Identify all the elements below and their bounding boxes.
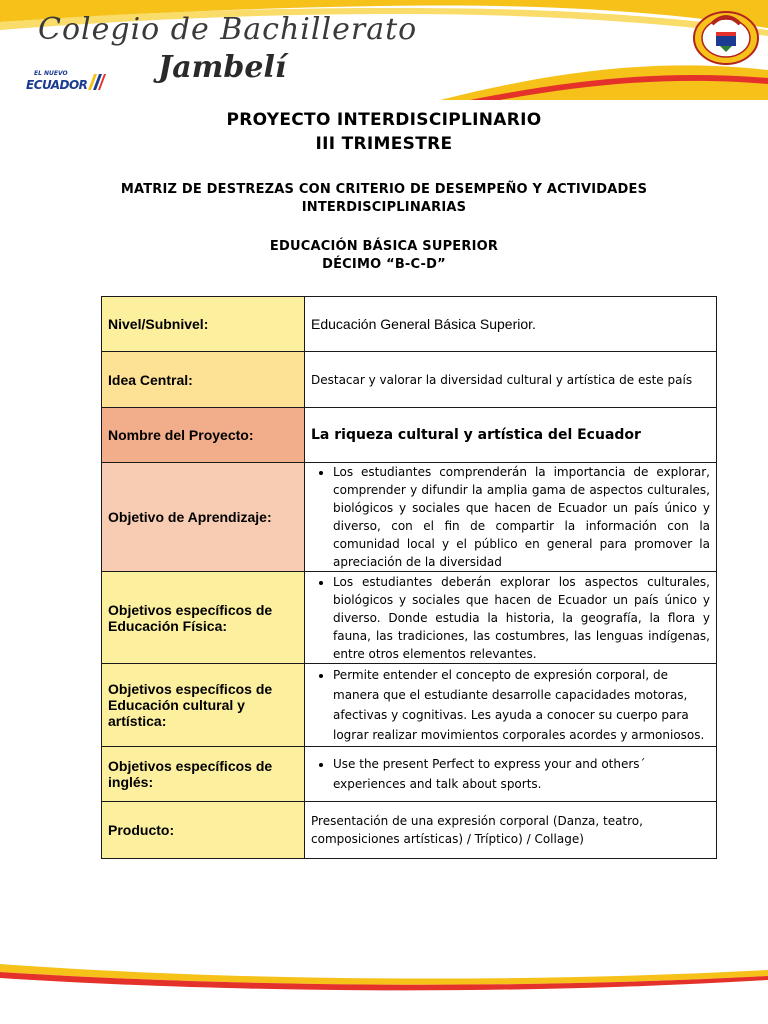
level-heading: EDUCACIÓN BÁSICA SUPERIOR <box>269 239 499 254</box>
table-row-idea <box>102 352 717 408</box>
objetivo-aprendizaje-label: Objetivo de Aprendizaje: <box>102 463 305 572</box>
objetivos-educacion-cultural-cell <box>305 664 717 747</box>
idea-central-label: Idea Central: <box>102 352 305 408</box>
table-row-producto <box>102 802 717 859</box>
table-row-nombre <box>102 408 717 463</box>
objetivos-educacion-cultural-label: Objetivos específicos de Educación cultural y artística: <box>102 664 305 747</box>
ecuador-logo-text: ECUADOR <box>26 78 88 92</box>
matrix-heading-line-2: INTERDISCIPLINARIAS <box>301 200 467 215</box>
school-subtitle: Jambelí <box>158 50 287 85</box>
project-matrix-table <box>101 296 717 859</box>
objetivo-aprendizaje-cell <box>305 463 717 572</box>
objetivo-aprendizaje-value: • Los estudiantes comprenderán la importancia de explorar, comprender y difundir la amplia gama de aspectos culturales, biológicos y sociales que hacen de Ecuador un país único y diverso, con el fin de compartir la información con la comunidad local y el público en general para promover la apreciación de la diversidad <box>333 463 710 571</box>
table-row-nivel <box>102 297 717 352</box>
matrix-heading-line-1: MATRIZ DE DESTREZAS CON CRITERIO DE DESEMPEÑO Y ACTIVIDADES <box>120 182 648 197</box>
school-name: Colegio de Bachillerato <box>38 12 418 47</box>
objetivos-ingles-value: • Use the present Perfect to express your and others´ experiences and talk about sports. <box>333 754 710 794</box>
objetivos-ingles-label: Objetivos específicos de inglés: <box>102 747 305 802</box>
table-row-ingles <box>102 747 717 802</box>
producto-value: Presentación de una expresión corporal (Danza, teatro, composiciones artísticas) / Tríptico) / Collage) <box>305 802 717 859</box>
ecuador-flag-stripes-icon <box>84 72 106 92</box>
objetivos-educacion-cultural-value: • Permite entender el concepto de expresión corporal, de manera que el estudiante desarrolle capacidades motoras, afectivas y cognitivas. Les ayuda a conocer su cuerpo para lograr realizar movimientos corporales acordes y armoniosos. <box>333 665 710 745</box>
nivel-value: Educación General Básica Superior. <box>305 297 717 352</box>
nombre-proyecto-label: Nombre del Proyecto: <box>102 408 305 463</box>
objetivos-educacion-fisica-value: • Los estudiantes deberán explorar los aspectos culturales, biológicos y sociales que hacen de Ecuador un país único y diverso. Donde estudia la historia, la geografía, la flora y fauna, las tradiciones, las costumbres, las lenguas indígenas, entre otros elementos relevantes. <box>333 573 710 663</box>
objetivos-educacion-fisica-label: Objetivos específicos de Educación Física: <box>102 572 305 664</box>
objetivos-educacion-fisica-cell <box>305 572 717 664</box>
document-subtitle: III TRIMESTRE <box>315 134 453 154</box>
grade-heading: DÉCIMO “B-C-D” <box>322 257 446 272</box>
ecuador-logo-small-text: EL NUEVO <box>34 70 68 77</box>
nivel-label: Nivel/Subnivel: <box>102 297 305 352</box>
table-row-ef <box>102 572 717 664</box>
footer-swoosh-decoration <box>0 950 768 1024</box>
objetivos-ingles-cell <box>305 747 717 802</box>
nombre-proyecto-value: La riqueza cultural y artística del Ecuador <box>305 408 717 463</box>
page-header <box>0 0 768 100</box>
idea-central-value: Destacar y valorar la diversidad cultural y artística de este país <box>305 352 717 408</box>
producto-label: Producto: <box>102 802 305 859</box>
document-title: PROYECTO INTERDISCIPLINARIO <box>226 110 542 130</box>
school-crest-icon <box>690 4 762 68</box>
table-row-eca <box>102 664 717 747</box>
table-row-objetivo <box>102 463 717 572</box>
